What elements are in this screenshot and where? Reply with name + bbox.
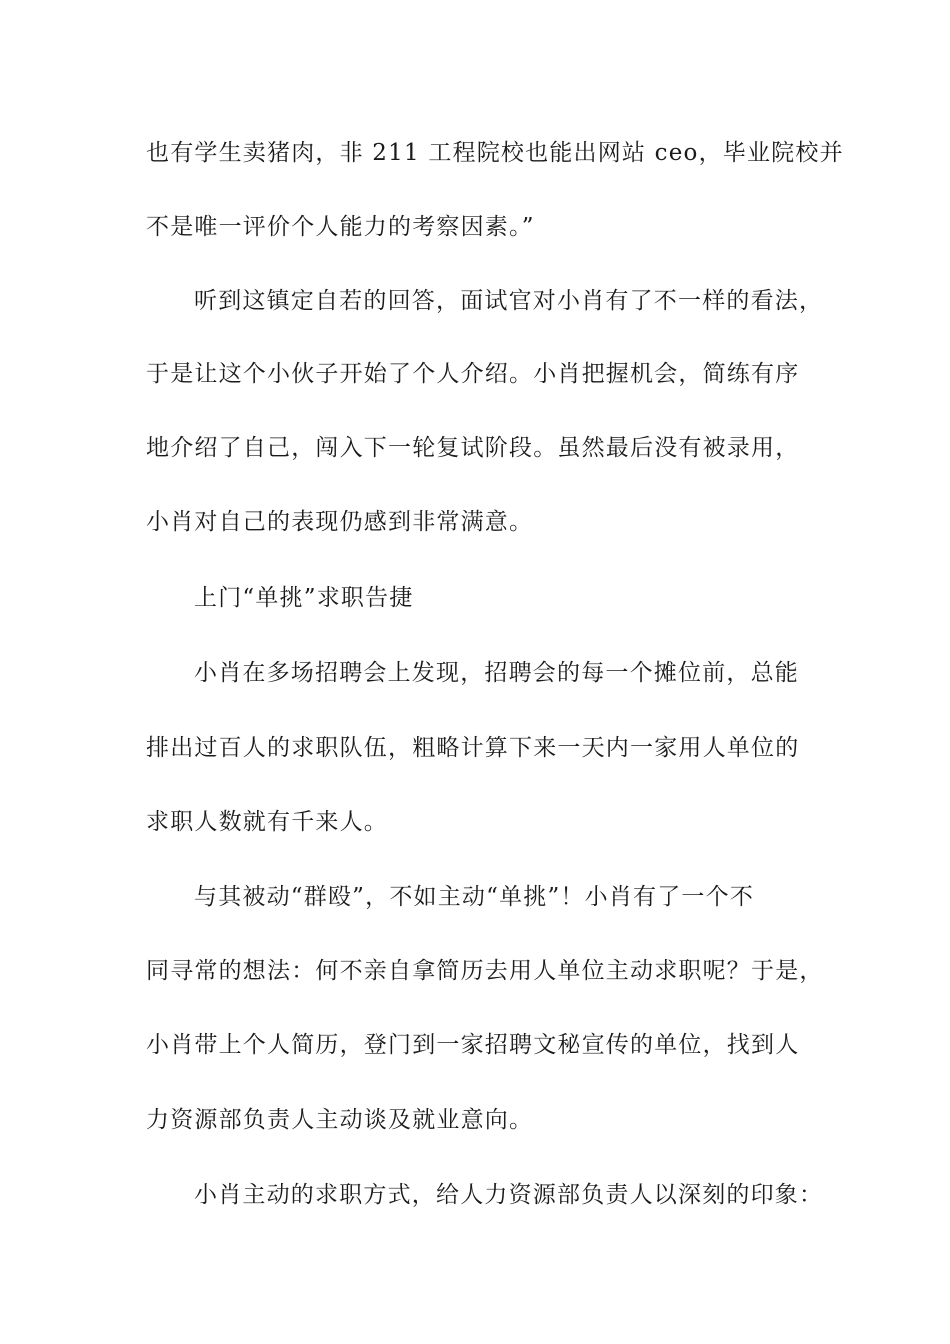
paragraph-4-line-1: 与其被动“群殴”，不如主动“单挑”！小肖有了一个不 — [194, 884, 755, 910]
paragraph-4-line-3: 小肖带上个人简历，登门到一家招聘文秘宣传的单位，找到人 — [146, 1032, 800, 1058]
paragraph-4-line-4: 力资源部负责人主动谈及就业意向。 — [146, 1107, 534, 1133]
paragraph-2-line-1: 听到这镇定自若的回答，面试官对小肖有了不一样的看法， — [194, 288, 824, 314]
paragraph-3-line-1: 小肖在多场招聘会上发现，招聘会的每一个摊位前，总能 — [194, 660, 799, 686]
paragraph-2-line-2: 于是让这个小伙子开始了个人介绍。小肖把握机会，简练有序 — [146, 361, 800, 387]
paragraph-3-line-2: 排出过百人的求职队伍，粗略计算下来一天内一家用人单位的 — [146, 735, 800, 761]
paragraph-1-line-1: 也有学生卖猪肉，非 211 工程院校也能出网站 ceo，毕业院校并 — [146, 140, 844, 166]
paragraph-2-line-4: 小肖对自己的表现仍感到非常满意。 — [146, 509, 534, 535]
paragraph-4-line-2: 同寻常的想法：何不亲自拿简历去用人单位主动求职呢？于是， — [146, 958, 824, 984]
paragraph-2-line-3: 地介绍了自己，闯入下一轮复试阶段。虽然最后没有被录用， — [146, 435, 800, 461]
paragraph-5-line-1: 小肖主动的求职方式，给人力资源部负责人以深刻的印象： — [194, 1182, 824, 1208]
paragraph-1-line-2: 不是唯一评价个人能力的考察因素。” — [146, 214, 535, 240]
section-heading: 上门“单挑”求职告捷 — [194, 585, 414, 611]
paragraph-3-line-3: 求职人数就有千来人。 — [146, 809, 388, 835]
